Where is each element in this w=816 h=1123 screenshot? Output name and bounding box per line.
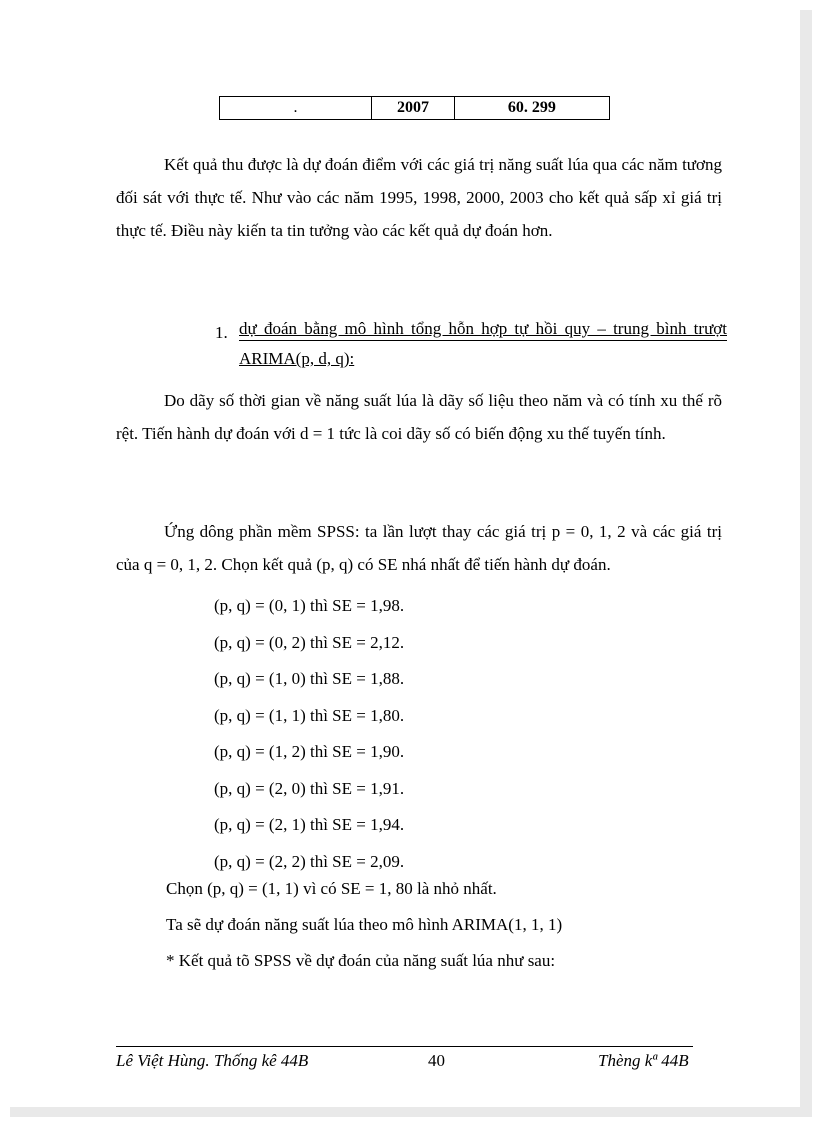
page-number: 40 <box>428 1051 445 1070</box>
paragraph-trend-text: Do dãy số thời gian về năng suất lúa là dãy số liệu theo năm và có tính xu thế rõ rệt. Tiến hành dự đoán với d = 1 tức là coi dãy số có biến động xu thế tuyến tính. <box>116 391 722 443</box>
section-number: 1. <box>215 323 228 342</box>
list-item: (p, q) = (1, 1) thì SE = 1,80. <box>214 705 405 725</box>
table-cell-value: 60. 299 <box>454 97 609 120</box>
list-item: (p, q) = (2, 2) thì SE = 2,09. <box>214 851 405 871</box>
footer-author: Lê Việt Hùng. Thống kê 44B <box>116 1051 309 1070</box>
list-item: (p, q) = (0, 1) thì SE = 1,98. <box>214 596 405 615</box>
list-item: (p, q) = (0, 2) thì SE = 2,12. <box>214 632 405 652</box>
table-dot: . <box>293 99 298 116</box>
heading-rule <box>239 340 727 341</box>
list-item: (p, q) = (1, 2) thì SE = 1,90. <box>214 742 405 761</box>
footer-rule <box>116 1046 693 1047</box>
paragraph-results-text: Kết quả thu được là dự đoán điểm với các giá trị năng suất lúa qua các năm tương đối sát với thực tế. Như vào các năm 1995, 1998, 2000, 2003 cho kết quả sấp xỉ giá trị thực tế. Điều này kiến ta tin tưởng vào các kết quả dự đoán hơn. <box>116 155 722 240</box>
paragraph-spss-text: Ứng dông phần mềm SPSS: ta lần lượt thay các giá trị p = 0, 1, 2 và các giá trị của q = 0, 1, 2. Chọn kết quả (p, q) có SE nhá nhất để tiến hành dự đoán. <box>116 522 722 574</box>
choice-line: Chọn (p, q) = (1, 1) vì có SE = 1, 80 là nhỏ nhất. <box>166 879 497 898</box>
list-item: (p, q) = (2, 0) thì SE = 1,91. <box>214 778 405 798</box>
list-item: (p, q) = (1, 0) thì SE = 1,88. <box>214 669 405 688</box>
list-item: (p, q) = (2, 1) thì SE = 1,94. <box>214 815 405 834</box>
paragraph-spss <box>116 515 722 581</box>
footer-right: Thèng kª 44B <box>598 1051 689 1070</box>
paragraph-trend <box>116 384 722 450</box>
forecast-table-row <box>219 96 610 120</box>
table-row <box>220 97 610 120</box>
model-line: Ta sẽ dự đoán năng suất lúa theo mô hình ARIMA(1, 1, 1) <box>166 915 563 934</box>
page-shadow-right <box>800 10 812 1113</box>
page-shadow-bottom <box>10 1107 812 1117</box>
result-line: * Kết quả tõ SPSS về dự đoán của năng suất lúa như sau: <box>166 951 556 970</box>
section-title: dự đoán bằng mô hình tổng hỗn hợp tự hồi quy – trung bình trượt ARIMA(p, d, q): <box>239 319 727 368</box>
table-cell-year: 2007 <box>372 97 455 120</box>
table-cell-label <box>220 97 372 120</box>
paragraph-results <box>116 148 722 247</box>
se-results-list <box>214 588 404 880</box>
